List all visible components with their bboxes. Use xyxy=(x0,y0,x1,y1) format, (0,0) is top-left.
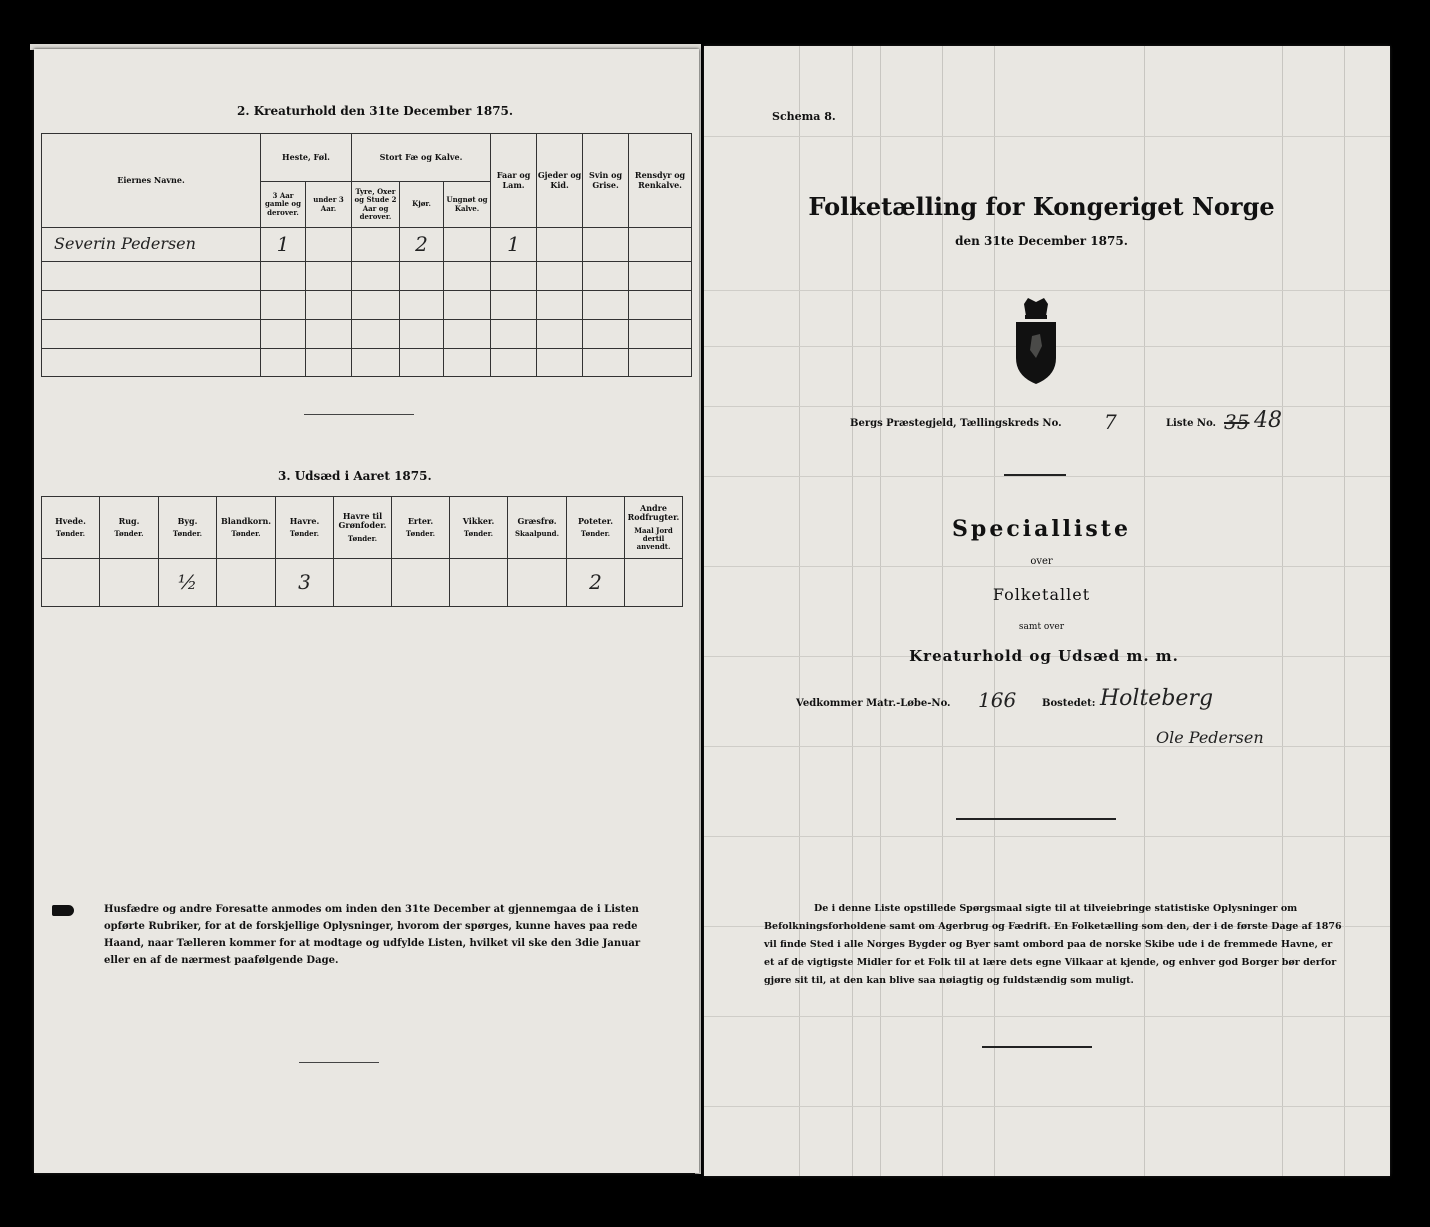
matr-label: Vedkommer Matr.-Løbe-No. xyxy=(796,698,951,709)
liste-struck-number: 35 xyxy=(1224,410,1250,434)
sowing-header-unit: Maal Jord dertil anvendt. xyxy=(634,525,673,551)
divider xyxy=(304,414,414,415)
sowing-header-1 xyxy=(100,497,159,559)
notice-text: Husfædre og andre Foresatte anmodes om inden den 31te December at gjennemgaa de i Listen opførte Rubriker, for at de forskjellige Oplysninger, hvorom der spørges, kunne haves paa rede Haand, naar Tælleren kommer for at modtage og udfylde Listen, hvilket vil ske den 3die Januar eller en af de nærmest paafølgende Dage. xyxy=(104,904,641,966)
header-horses-under3: under 3 Aar. xyxy=(306,182,352,228)
sowing-header-9 xyxy=(567,497,625,559)
parish-label: Bergs Præstegjeld, Tællingskreds No. xyxy=(850,418,1062,429)
sowing-header-name: Havre. xyxy=(289,515,320,526)
header-cattle: Stort Fæ og Kalve. xyxy=(352,134,491,182)
cell-sheep: 1 xyxy=(491,228,537,262)
cell-horses-under3 xyxy=(306,228,352,262)
sowing-header-unit: Tønder. xyxy=(289,529,320,539)
sowing-header-unit: Tønder. xyxy=(405,529,436,539)
sowing-header-unit: Tønder. xyxy=(114,529,144,539)
sowing-header-name: Græsfrø. xyxy=(517,515,557,526)
samt-over-label: samt over xyxy=(1018,622,1065,632)
sowing-header-name: Andre Rodfrugter. xyxy=(627,503,680,523)
census-date: den 31te December 1875. xyxy=(955,234,1128,248)
sowing-value-7 xyxy=(450,559,508,607)
divider xyxy=(299,1062,379,1063)
sowing-header-unit: Tønder. xyxy=(231,529,261,539)
header-goats: Gjeder og Kid. xyxy=(537,134,583,228)
kreaturhold-label: Kreaturhold og Udsæd m. m. xyxy=(909,647,1179,665)
sowing-header-name: Vikker. xyxy=(462,515,495,526)
liste-number: 48 xyxy=(1254,408,1282,433)
owner-name: Severin Pedersen xyxy=(42,228,261,262)
sowing-header-unit: Skaalpund. xyxy=(514,529,560,539)
kreds-number: 7 xyxy=(1104,410,1117,434)
table-row xyxy=(42,262,692,291)
table-row xyxy=(42,320,692,349)
sowing-value-1 xyxy=(100,559,159,607)
sowing-value-6 xyxy=(392,559,450,607)
sowing-header-name: Poteter. xyxy=(578,515,613,526)
header-bulls: Tyre, Oxer og Stude 2 Aar og derover. xyxy=(352,182,400,228)
divider xyxy=(982,1046,1092,1048)
sowing-header-name: Byg. xyxy=(177,515,198,526)
section2-title: 2. Kreaturhold den 31te December 1875. xyxy=(237,104,514,118)
sowing-header-0 xyxy=(42,497,100,559)
sowing-header-unit: Tønder. xyxy=(55,529,86,539)
table-row xyxy=(42,228,692,262)
sowing-value-10 xyxy=(625,559,683,607)
bosted-label: Bostedet: xyxy=(1042,698,1096,709)
sowing-header-name: Blandkorn. xyxy=(220,515,272,526)
cell-horses-3plus: 1 xyxy=(261,228,306,262)
census-title: Folketælling for Kongeriget Norge xyxy=(808,192,1275,221)
bosted-name-line: Ole Pedersen xyxy=(1156,728,1264,747)
sowing-header-6 xyxy=(392,497,450,559)
section3-title: 3. Udsæd i Aaret 1875. xyxy=(278,469,432,483)
explanation-text: De i denne Liste opstillede Spørgsmaal sigte til at tilveiebringe statistiske Oplysninger om Befolkningsforholdene samt om Agerbrug og Fædrift. En Folketælling som den, der i de første Dage af 1876 vil finde Sted i alle Norges Bygder og Byer samt ombord paa de norske Skibe ude i de fremmede Havne, er et af de vigtigste Midler for et Folk til at lære dets egne Vilkaar at kjende, og enhver god Borger bør derfor gjøre sit til, at den kan blive saa nøiagtig og fuldstændig som muligt. xyxy=(764,903,1342,986)
header-young: Ungnøt og Kalve. xyxy=(444,182,491,228)
header-cows: Kjør. xyxy=(400,182,444,228)
table-row xyxy=(42,291,692,320)
schema-label: Schema 8. xyxy=(772,110,836,123)
specialliste-heading: Specialliste xyxy=(952,516,1131,542)
header-sheep: Faar og Lam. xyxy=(491,134,537,228)
sowing-header-name: Havre til Grønfoder. xyxy=(338,511,387,531)
right-page xyxy=(704,46,1390,1176)
matr-number: 166 xyxy=(978,688,1017,712)
sowing-header-name: Rug. xyxy=(118,515,140,526)
sowing-value-0 xyxy=(42,559,100,607)
sowing-header-name: Hvede. xyxy=(55,515,86,526)
sowing-header-10 xyxy=(625,497,683,559)
sowing-value-4: 3 xyxy=(276,559,334,607)
sowing-header-unit: Tønder. xyxy=(172,529,203,539)
left-page xyxy=(34,49,699,1173)
coat-of-arms-icon xyxy=(1006,296,1066,386)
table-row xyxy=(42,349,692,377)
header-pigs: Svin og Grise. xyxy=(583,134,629,228)
sowing-header-unit: Tønder. xyxy=(347,533,378,543)
sowing-value-9: 2 xyxy=(567,559,625,607)
cell-bulls xyxy=(352,228,400,262)
sowing-table xyxy=(41,496,683,607)
sowing-header-8 xyxy=(508,497,567,559)
livestock-table xyxy=(41,133,692,377)
pointing-hand-icon xyxy=(52,905,74,916)
header-horses: Heste, Føl. xyxy=(261,134,352,182)
header-owners: Eiernes Navne. xyxy=(42,134,261,228)
divider xyxy=(956,818,1116,820)
bosted-value: Holteberg xyxy=(1100,686,1214,711)
cell-pigs xyxy=(583,228,629,262)
sowing-header-3 xyxy=(217,497,276,559)
cell-young xyxy=(444,228,491,262)
sowing-header-7 xyxy=(450,497,508,559)
sowing-header-5 xyxy=(334,497,392,559)
header-reindeer: Rensdyr og Renkalve. xyxy=(629,134,692,228)
sowing-header-unit: Tønder. xyxy=(580,529,611,539)
sowing-value-8 xyxy=(508,559,567,607)
liste-label: Liste No. xyxy=(1166,418,1217,429)
sowing-value-3 xyxy=(217,559,276,607)
sowing-value-2: ½ xyxy=(159,559,217,607)
sowing-header-4 xyxy=(276,497,334,559)
cell-reindeer xyxy=(629,228,692,262)
sowing-header-name: Erter. xyxy=(407,515,434,526)
cell-goats xyxy=(537,228,583,262)
over-label: over xyxy=(1030,556,1053,567)
divider xyxy=(1004,474,1066,476)
folketallet-label: Folketallet xyxy=(992,585,1091,604)
sowing-value-5 xyxy=(334,559,392,607)
sowing-header-2 xyxy=(159,497,217,559)
header-horses-3plus: 3 Aar gamle og derover. xyxy=(261,182,306,228)
cell-cows: 2 xyxy=(400,228,444,262)
sowing-header-unit: Tønder. xyxy=(463,529,494,539)
